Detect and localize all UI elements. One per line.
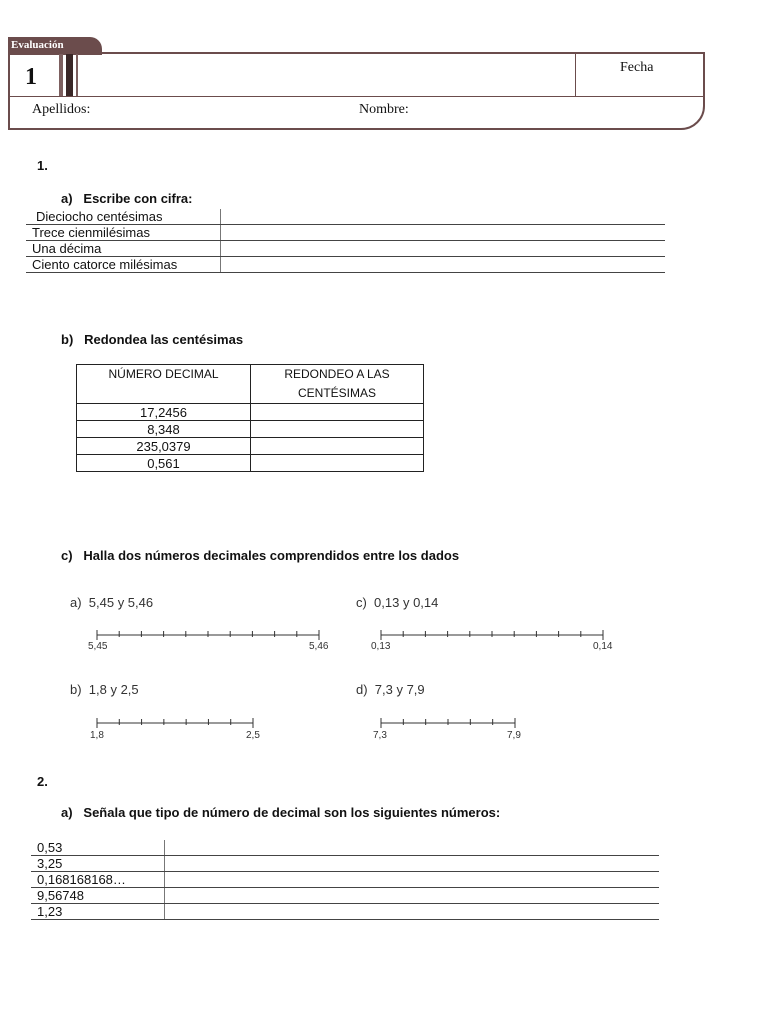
number-line-c: [381, 630, 603, 640]
table-row: [31, 904, 659, 920]
table-row: [31, 840, 659, 856]
column-header-line: REDONDEO A LAS: [284, 367, 390, 381]
number-line-label: c) 0,13 y 0,14: [356, 595, 439, 610]
question-1-number: 1.: [37, 158, 48, 173]
row-label: Ciento catorce milésimas: [26, 257, 221, 273]
row-label: 1,23: [31, 904, 165, 920]
number-line-a: [97, 630, 319, 640]
row-label: 3,25: [31, 856, 165, 872]
q2a-table: [31, 840, 659, 920]
number-line-start-label: 5,45: [88, 641, 108, 652]
question-2-number: 2.: [37, 774, 48, 789]
number-line-start-label: 7,3: [373, 730, 387, 741]
answer-cell[interactable]: [165, 872, 660, 888]
row-label: Trece cienmilésimas: [26, 225, 221, 241]
nombre-label: Nombre:: [359, 102, 409, 117]
q1b-title: b) Redondea las centésimas: [61, 332, 244, 347]
fecha-label: Fecha: [620, 60, 654, 75]
decimal-cell: 0,561: [77, 455, 251, 472]
table-row: [31, 872, 659, 888]
answer-cell[interactable]: [165, 904, 660, 920]
answer-cell[interactable]: [165, 888, 660, 904]
number-line-end-label: 5,46: [309, 641, 329, 652]
row-label: 0,53: [31, 840, 165, 856]
decimal-cell: 8,348: [77, 421, 251, 438]
row-label: 9,56748: [31, 888, 165, 904]
number-line-end-label: 0,14: [593, 641, 613, 652]
answer-cell[interactable]: [165, 856, 660, 872]
q1a-title: a) Escribe con cifra:: [61, 191, 193, 206]
row-label: Dieciocho centésimas: [26, 209, 221, 225]
table-row: [31, 856, 659, 872]
decimal-cell: 17,2456: [77, 404, 251, 421]
number-line-b: [97, 718, 253, 728]
row-label: Una décima: [26, 241, 221, 257]
number-line-label: a) 5,45 y 5,46: [70, 595, 154, 610]
number-line-label: b) 1,8 y 2,5: [70, 682, 139, 697]
column-header-decimal: NÚMERO DECIMAL: [77, 365, 251, 404]
number-line-d: [381, 718, 515, 728]
number-line-start-label: 1,8: [90, 730, 104, 741]
row-label: 0,168168168…: [31, 872, 165, 888]
column-header-line: CENTÉSIMAS: [297, 386, 376, 400]
q2a-title: a) Señala que tipo de número de decimal son los siguientes números:: [61, 805, 501, 820]
evaluation-tab: Evaluación: [8, 37, 102, 55]
number-line-end-label: 2,5: [246, 730, 260, 741]
apellidos-label: Apellidos:: [32, 102, 91, 117]
number-line-start-label: 0,13: [371, 641, 391, 652]
q1c-title: c) Halla dos números decimales comprendidos entre los dados: [61, 548, 460, 563]
decimal-cell: 235,0379: [77, 438, 251, 455]
answer-cell[interactable]: [165, 840, 660, 856]
table-row: [31, 888, 659, 904]
number-line-label: d) 7,3 y 7,9: [356, 682, 425, 697]
evaluation-number: 1: [25, 64, 37, 90]
number-line-end-label: 7,9: [507, 730, 521, 741]
